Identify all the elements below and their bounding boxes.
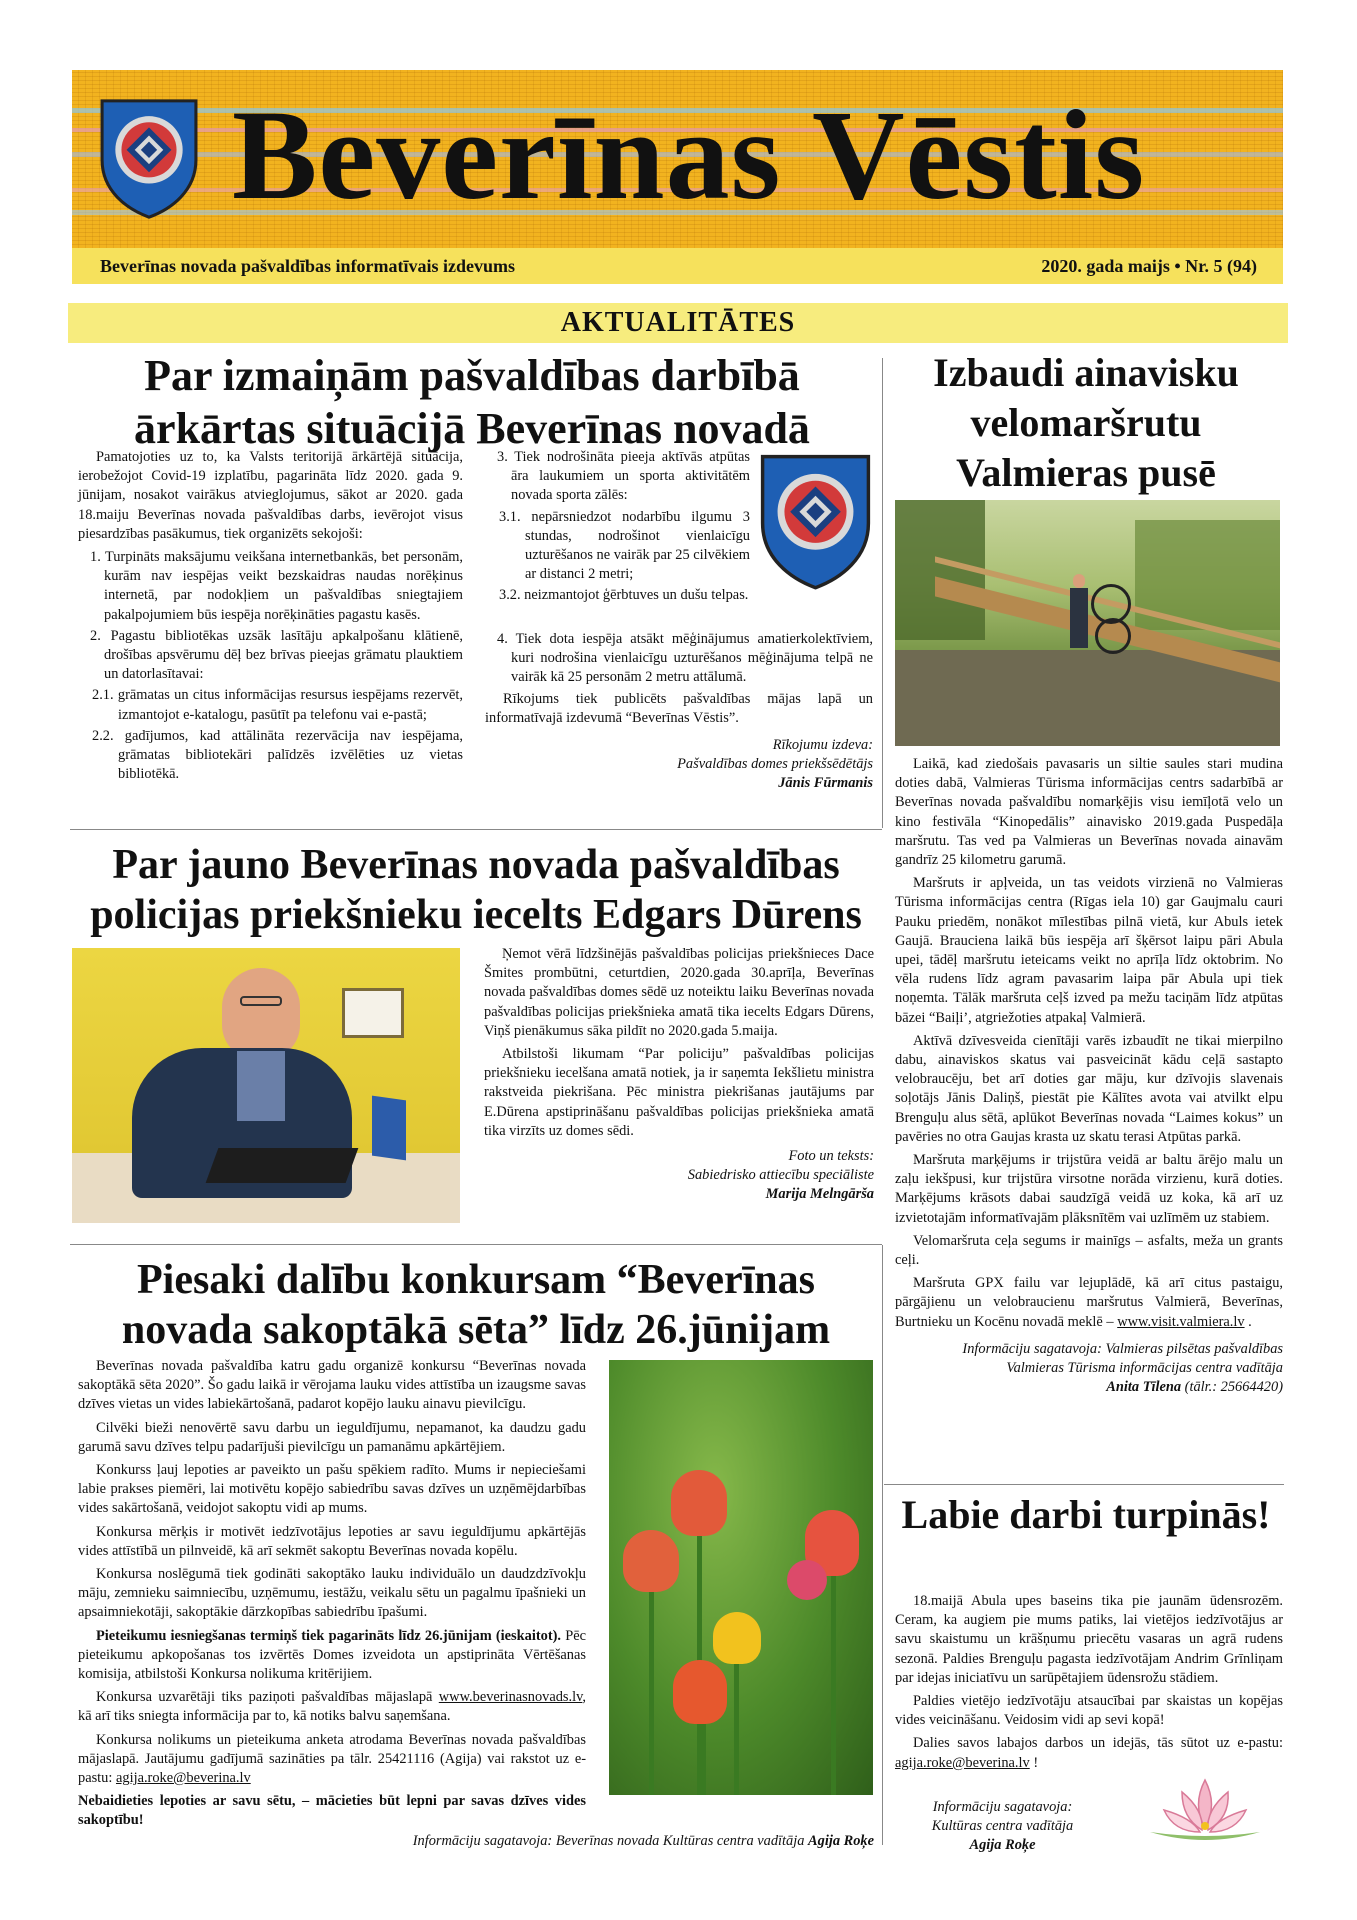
signature-line: Informāciju sagatavoja: [932,1799,1073,1815]
paragraph: Rīkojums tiek publicēts pašvaldības mājas lapā un informatīvajā izdevumā “Beverīnas Vēstis”. [485,690,873,726]
paragraph-text: . [1244,1313,1252,1330]
article-title: Par jauno Beverīnas novada pašvaldības policijas priekšnieku iecelts Edgars Dūrens [90,842,862,939]
article-divider [70,829,882,830]
list-item: 2.2. gadījumos, kad attālināta rezervācija nav iespējama, grāmatas bibliotekāri palīdzēs izvēlēties uz vietas bibliotēkā. [92,727,463,783]
paragraph-text: Maršruta GPX failu var lejuplādē, kā arī citus pastaigu, pārgājienu un velobraucienu maršrutus Valmierā, Beverīnas, Burtnieku un Kocēnu novadā meklē – [895,1275,1283,1330]
paragraph: Maršruts ir apļveida, un tas veidots virzienā no Valmieras Tūrisma informācijas centra (Rīgas iela 10) gar Gaujmalu cauri Pauku priedēm, nonākot mīlestības pilnā vietā, kur Abuls ietek Gaujā. Brauciena laikā būs iespēja arī šķērsot laipu pāri Abula upei, tādēļ maršrutu ieteicams veikt no aprīļa līdz oktobrim. No vēla rudens līdz agram pavasarim laipa pār Abula upi tiek noņemta. Tālāk maršruta ceļš izved pa mežu taciņām līdz atpūtas bāzei “Baiļi’, atgriežoties atpakaļ Valmierā. [895,875,1283,1026]
portrait-photo [72,948,460,1223]
paragraph: 18.maijā Abula upes baseins tika pie jaunām ūdensrozēm. Ceram, ka augiem pie mums patiks, lai vietējos iedzīvotājus ar savu skaistumu un krāšņumu priecētu vasaras un agrā rudens sezonā. Paldies Brenguļu pagasta iedzīvotājam Andrim Grīnliņam par idejas iniciatīvu un sarūpētajiem ūdensrožu stādiem. [895,1593,1283,1686]
article-body [485,448,750,608]
paragraph [78,1731,586,1789]
paragraph-text: Konkursa uzvarētāji tiks paziņoti pašvaldības mājaslapā [96,1689,439,1706]
article-body [895,1592,1283,1777]
paragraph-text: Pēc pieteikumu apkopošanas tos izvērtēs Domes izveidota un apstiprināta Vērtēšanas komisija, atbilstoši Konkursa nolikuma kritērijiem. [78,1627,586,1683]
article-body [78,1357,586,1835]
paragraph: Cilvēki bieži nenovērtē savu darbu un ieguldījumu, nepamanot, ka daudzu gadu garumā savu dzīves telpu padarījuši pievilcīgu un pamanāmu apkārtējiem. [78,1419,586,1455]
signature [895,1798,1110,1856]
website-link[interactable]: www.visit.valmiera.lv [1117,1313,1245,1330]
masthead-subtitle-bar [72,248,1283,284]
paragraph: Konkurss ļauj lepoties ar paveikto un pašu spēkiem radīto. Mums ir nepieciešami labie prakses piemēri, lai motivētu kopējo sabiedrību savas dzīves un uzņēmējdarbības vides sakārtošanā, veidojot sakoptu vidi ap mums. [78,1462,586,1517]
article-title: Par izmaiņām pašvaldības darbībā ārkārtas situācijā Beverīnas novadā [134,351,810,453]
paragraph: Paldies vietējo iedzīvotāju atsaucībai par skaistas un kopējas vides veicināšanu. Veidosim vidi ap sevi kopā! [895,1693,1283,1729]
section-ribbon: AKTUALITĀTES [68,303,1288,343]
signature-name: Agija Roķe [808,1833,874,1849]
newspaper-title: Beverīnas Vēstis [232,84,1146,226]
paragraph [78,1627,586,1685]
signature-name: Anita Tīlena [1106,1379,1182,1396]
article-title: Piesaki dalību konkursam “Beverīnas novada sakoptākā sēta” līdz 26.jūnijam [121,1257,831,1354]
bridge-photo [895,500,1280,746]
tulips-photo [609,1360,873,1795]
signature-line: Sabiedrisko attiecību speciāliste [687,1167,874,1184]
list-item: 3.2. neizmantojot ģērbtuves un dušu telpas. [499,587,749,604]
signature-name: Agija Roķe [969,1837,1036,1854]
signature-line: Foto un teksts: [788,1148,874,1165]
paragraph: Nebaidieties lepoties ar savu sētu, – mācieties būt lepni par savas dzīves vides sakoptību! [78,1793,586,1829]
column-divider [882,1245,883,1845]
article-body [485,630,873,794]
article-body [895,755,1283,1398]
publication-subtitle: Beverīnas novada pašvaldības informatīvais izdevums [100,255,516,276]
signature [484,1147,874,1205]
paragraph [78,1688,586,1726]
list-item: 3. Tiek nodrošināta pieeja aktīvās atpūtas āra laukumiem un sporta aktivitātēm novada sporta zālēs: [497,449,750,504]
signature-name: Jānis Fūrmanis [778,775,873,792]
article-title: Labie darbi turpinās! [901,1492,1271,1537]
paragraph-text: Dalies savos labajos darbos un idejās, tās sūtot uz e-pastu: [913,1735,1283,1752]
paragraph-text: ! [1029,1754,1039,1771]
signature-line: Kultūras centra vadītāja [931,1818,1074,1835]
article-divider [884,1484,1284,1485]
article-body [484,945,874,1205]
water-lily-icon [1130,1770,1280,1850]
paragraph [895,1734,1283,1772]
list-item: 2. Pagastu bibliotēkas uzsāk lasītāju apkalpošanu klātienē, drošības apsvērumu dēļ bez brīvas pieejas grāmatu plauktiem un datorlasītavai: [90,627,463,683]
signature-line: Pašvaldības domes priekšsēdētājs [677,756,873,773]
email-link[interactable]: agija.roke@beverina.lv [895,1754,1030,1771]
article-divider [70,1244,882,1245]
signature [300,1832,874,1851]
paragraph: Konkursa mērķis ir motivēt iedzīvotājus lepoties ar savu ieguldījumu apkārtējās vides attīstībā un pilnveidē, kā arī sekmēt sakoptu Beverīnas novada kopēlu. [78,1523,586,1559]
paragraph: Atbilstoši likumam “Par policiju” pašvaldības policijas priekšnieku iecelšana amatā notiek, ja ir saņemta Iekšlietu ministra rakstveida piekrišana. Pēc ministra piekrišanas jautājums par E.Dūrena apstiprināšanu pašvaldības policijas priekšnieka amatā tika virzīts uz domes sēdi. [484,1046,874,1139]
signature-line: Informāciju sagatavoja: Beverīnas novada Kultūras centra vadītāja [412,1833,809,1849]
signature-line: Informāciju sagatavoja: Valmieras pilsētas pašvaldības [962,1340,1283,1357]
coat-of-arms-icon [98,96,200,220]
paragraph: Pamatojoties uz to, ka Valsts teritorijā ārkārtējā situācija, ierobežojot Covid-19 izplatību, pagarināta līdz 2020. gada 9. jūnijam, nosakot vairākus atvieglojumus, sākot ar 2020. gada 18.maiju Beverīnas novada pašvaldības darbs, ievērojot visus piesardzības pasākumus, tiek organizēts sekojoši: [78,449,463,542]
issue-info: 2020. gada maijs • Nr. 5 (94) [1041,255,1257,276]
article-body [78,448,463,786]
paragraph: Konkursa noslēgumā tiek godināti sakoptāko lauku individuālo un daudzdzīvokļu māju, zemnieku saimniecību, uzņēmumu, iestāžu, veikalu sētu un pagalmu īpašnieki un apsaimniekotāji, sakoptākie dārzkopības sabiedrību īpašumi. [78,1566,586,1621]
signature-line: Rīkojumu izdeva: [772,737,873,754]
paragraph: Laikā, kad ziedošais pavasaris un siltie saules stari mudina doties dabā, Valmieras Tūrisma informācijas centrs sadarbībā ar Beverīnas novada pašvaldību nomarķējis visu iemīļotā velo un kino festivāla “Kinopedālis” ainavisko 2019.gada Puspedāļa maršrutu. Tas ved pa Valmieras un Beverīnas novada ainavām gandrīz 25 kilometru garumā. [895,756,1283,869]
paragraph: Beverīnas novada pašvaldība katru gadu organizē konkursu “Beverīnas novada sakoptākā sēta 2020”. Šo gadu laikā ir vērojama lauku vides attīstība un izaugsme savas dzīves vietas un vides labiekārtošanā, padarot kopējo lauku ainavu pievilcīgu. [78,1358,586,1413]
paragraph-text: , kā arī tiks sniegta informācija par to, kā notiks balvu saņemšana. [78,1689,586,1725]
signature-phone: (tālr.: 25664420) [1181,1379,1283,1396]
column-divider [882,358,883,828]
list-item: 3.1. nepārsniedzot nodarbību ilgumu 3 stundas, nodrošinot vienlaicīgu uzturēšanos ne vairāk par 25 cilvēkiem ar distanci 2 metri; [499,508,750,583]
signature [485,736,873,794]
paragraph: Velomaršruta ceļa segums ir mainīgs – asfalts, meža un grants ceļi. [895,1232,1283,1269]
paragraph: Maršruta marķējums ir trijstūra veidā ar baltu ārējo malu un zaļu iekšpusi, kur trijstūra virsotne norāda virzienu, kurā doties. Marķējums krāsots dabai saudzīgā veidā uz koka, kā arī uz izvietotajām informatīvajām plāksnītēm vai uzlīmēm uz stabiem. [895,1152,1283,1226]
signature-line: Valmieras Tūrisma informācijas centra vadītāja [1006,1360,1283,1377]
signature [895,1340,1283,1398]
list-item: 4. Tiek dota iespēja atsākt mēģinājumus amatierkolektīviem, kuri nodrošina vienlaicīgu uzturēšanos mēģinājuma telpā ne vairāk kā 25 personām 2 metru attālumā. [497,631,873,686]
deadline-text: Pieteikumu iesniegšanas termiņš tiek pagarināts līdz 26.jūnijam (ieskaitot). [96,1627,562,1644]
paragraph [895,1274,1283,1332]
signature-name: Marija Melngārša [765,1186,874,1203]
masthead-band [72,70,1283,248]
article-title: Izbaudi ainavisku velomaršrutu Valmieras pusē [933,350,1239,495]
paragraph-text: Konkursa nolikums un pieteikuma anketa atrodama Beverīnas novada pašvaldības mājaslapā. Jautājumu gadījumā sazināties pa tālr. 25421116 (Agija) vai rakstot uz e-pastu: [78,1731,586,1787]
list-item: 1. Turpināts maksājumu veikšana internetbankās, bet personām, kurām nav iespējas veikt bezskaidras naudas norēķinus internetā, par nodokļiem un pašvaldības sniegtajiem pakalpojumiem būs iespēja norēķināties pagastu kasēs. [90,549,463,623]
paragraph: Ņemot vērā līdzšinējās pašvaldības policijas priekšnieces Dace Šmites prombūtni, ceturtdien, 2020.gada 30.aprīļa, Beverīnas novada pašvaldības domes sēdē uz noteiktu laiku Beverīnas novada pašvaldības policijas priekšnieka amatā tika iecelts Edgars Dūrens, Viņš pienākumus sāka pildīt no 2020.gada 5.maija. [484,946,874,1039]
email-link[interactable]: agija.roke@beverina.lv [115,1770,251,1787]
website-link[interactable]: www.beverinasnovads.lv [438,1689,583,1706]
paragraph: Aktīvā dzīvesveida cienītāji varēs izbaudīt ne tikai mierpilno dabu, ainaviskos skatus vai pasveicināt kādu ceļā sastapto velobraucēju, bet arī doties gar māju, kur dzīvojis slavenais soļotājs Jānis Daliņš, piestāt pie Kālītes avota vai atvilkt elpu Brenguļu alus sētā, aplūkot Beverīnas novada “Laimes kokus” un pavēries no otra Gaujas krasta uz skatu terasi Atpūtas parkā. [895,1032,1283,1145]
list-item: 2.1. grāmatas un citus informācijas resursus iespējams rezervēt, izmantojot e-katalogu, pasūtīt pa telefonu vai e-pastā; [92,687,463,723]
coat-of-arms-icon [758,452,873,590]
